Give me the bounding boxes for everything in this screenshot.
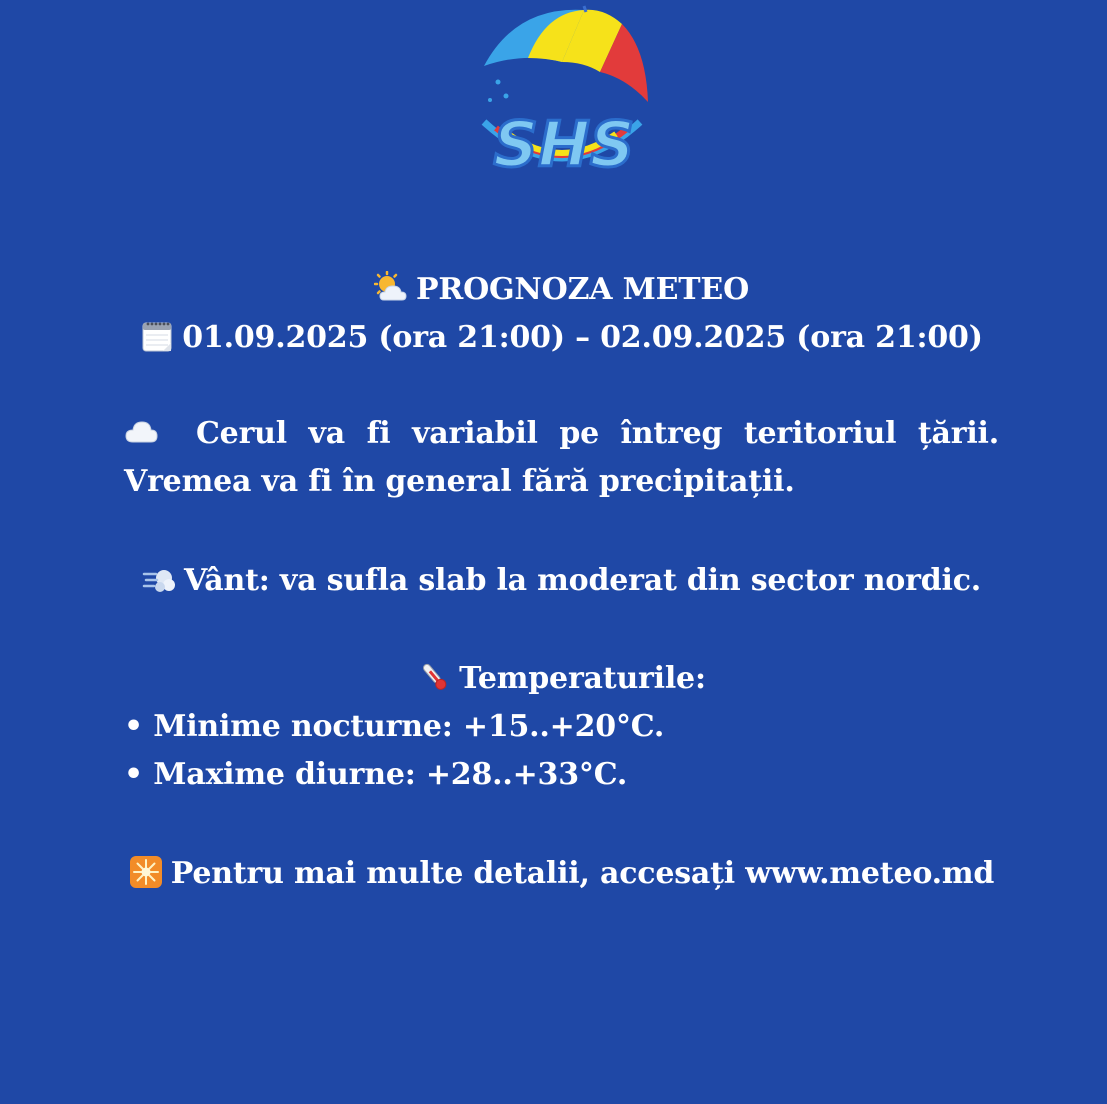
period-line xyxy=(124,314,999,362)
temperatures-heading: Temperaturile: xyxy=(459,661,706,696)
details-block xyxy=(124,850,999,898)
sun-behind-cloud-icon xyxy=(374,271,408,305)
wind-block xyxy=(124,557,999,605)
forecast-title: PROGNOZA METEO xyxy=(415,272,749,307)
umbrella-logo-icon xyxy=(476,4,652,186)
sky-description: Cerul va fi variabil pe întreg teritoriul țării. Vremea va fi în general fără precipitații. xyxy=(124,416,999,499)
temperature-min: • Minime nocturne: +15..+20°C. xyxy=(124,709,665,744)
details-text: Pentru mai multe detalii, accesați www.meteo.md xyxy=(170,856,995,891)
wind-icon xyxy=(142,562,176,596)
temperatures-heading-line xyxy=(124,655,999,703)
temperatures-block xyxy=(124,655,999,799)
sparkle-icon xyxy=(129,855,163,889)
title-block xyxy=(124,266,999,362)
logo-text: SHS xyxy=(493,108,635,181)
calendar-icon xyxy=(140,319,174,353)
forecast-period: 01.09.2025 (ora 21:00) – 02.09.2025 (ora 21:00) xyxy=(182,320,983,355)
wind-description: Vânt: va sufla slab la moderat din sector nordic. xyxy=(183,563,982,598)
shs-logo xyxy=(476,4,652,186)
thermometer-icon xyxy=(417,660,451,694)
sky-block xyxy=(124,410,999,506)
title-line xyxy=(124,266,999,314)
details-line xyxy=(124,850,999,898)
temperature-max: • Maxime diurne: +28..+33°C. xyxy=(124,757,628,792)
cloud-icon xyxy=(124,415,158,449)
wind-line xyxy=(124,557,999,605)
